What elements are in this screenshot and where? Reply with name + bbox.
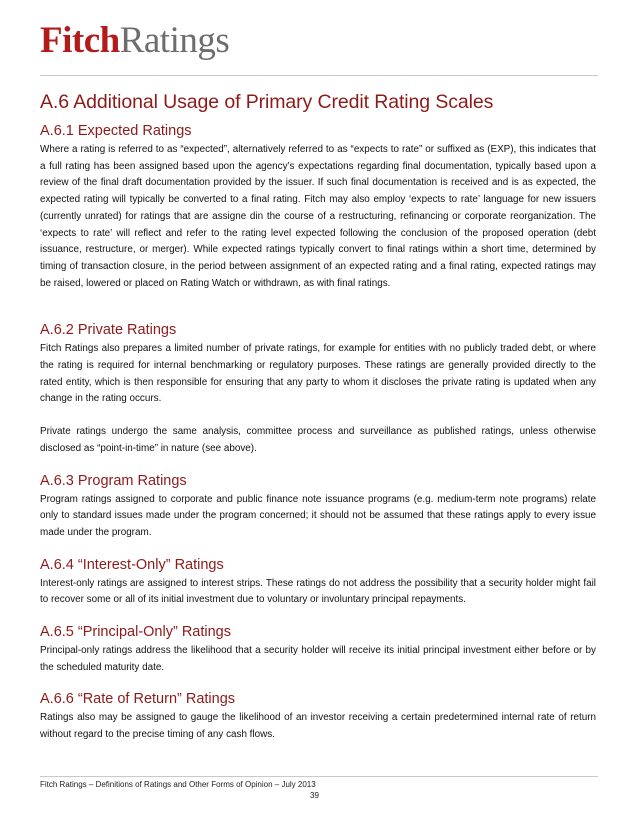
section-heading: A.6.4 “Interest-Only” Ratings — [40, 556, 224, 573]
section-heading: A.6.2 Private Ratings — [40, 322, 177, 339]
page-number: 39 — [310, 791, 319, 800]
section-heading: A.6.6 “Rate of Return” Ratings — [40, 691, 236, 708]
footer-text: Fitch Ratings – Definitions of Ratings and Other Forms of Opinion – July 2013 — [40, 780, 316, 789]
section-paragraph: Interest-only ratings are assigned to interest strips. These ratings do not address the possibility that a security holder might fail to recover some or all of its initial investment due to voluntary or involuntary principal repayments. — [40, 577, 596, 606]
section-paragraph: Program ratings assigned to corporate and public finance note issuance programs (e.g. medium-term note programs) relate only to standard issues made under the program concerned; it should not be assumed that these ratings apply to every issue made under the program. — [40, 493, 596, 538]
section-paragraph: Where a rating is referred to as “expected”, alternatively referred to as “expects to rate” or suffixed as (EXP), this indicates that a full rating has been assigned based upon the agency’s expectations regarding final documentation, typically based upon a review of the final draft documentation provided by the issuer. If such final documentation is received and is as expected, the expected rating will typically be converted to a final rating. Fitch may also employ ‘expects to rate’ language for new issuers (currently unrated) for ratings that are assigne din the course of a restructuring, refinancing or corporate reorganization. The ‘expects to rate’ will reflect and refer to the rating level expected following the conclusion of the proposed operation (debt issuance, restructure, or merger). While expected ratings typically convert to final ratings within a short time, determined by timing of transaction closure, in the period between assignment of an expected rating and a final rating, expected ratings may be raised, lowered or placed on Rating Watch or withdrawn, as with final ratings. — [40, 144, 596, 289]
section-principal-only-ratings — [40, 624, 596, 676]
section-interest-only-ratings — [40, 557, 596, 609]
section-heading: A.6.5 “Principal-Only” Ratings — [40, 624, 231, 641]
section-private-ratings — [40, 322, 596, 457]
section-paragraph: Ratings also may be assigned to gauge the likelihood of an investor receiving a certain predetermined internal rate of return without regard to the precise timing of any cash flows. — [40, 712, 596, 741]
section-program-ratings — [40, 473, 596, 542]
section-paragraph: Private ratings undergo the same analysis, committee process and surveillance as published ratings, unless otherwise disclosed as “point-in-time” in nature (see above). — [40, 426, 596, 454]
fitch-ratings-logo — [40, 22, 229, 59]
section-heading: A.6.3 Program Ratings — [40, 472, 187, 489]
section-heading: A.6.1 Expected Ratings — [40, 123, 192, 139]
page-content — [40, 91, 596, 759]
section-expected-ratings — [40, 123, 596, 292]
paragraph-gap — [40, 408, 596, 424]
header-divider — [40, 75, 598, 76]
section-paragraph: Fitch Ratings also prepares a limited number of private ratings, for example for entities with no publicly traded debt, or where the rating is required for internal benchmarking or regulatory purposes. These ratings are generally provided directly to the rated entity, which is then responsible for ensuring that any party to whom it discloses the private rating is updated when any change in the rating occurs. — [40, 343, 596, 405]
logo-ratings-text: Ratings — [119, 20, 230, 61]
section-rate-of-return-ratings — [40, 691, 596, 743]
logo-fitch-text: Fitch — [40, 20, 120, 61]
footer-divider — [40, 776, 598, 777]
page-title: A.6 Additional Usage of Primary Credit Rating Scales — [40, 91, 494, 113]
section-paragraph: Principal-only ratings address the likelihood that a security holder will receive its initial principal investment either before or by the scheduled maturity date. — [40, 645, 596, 673]
